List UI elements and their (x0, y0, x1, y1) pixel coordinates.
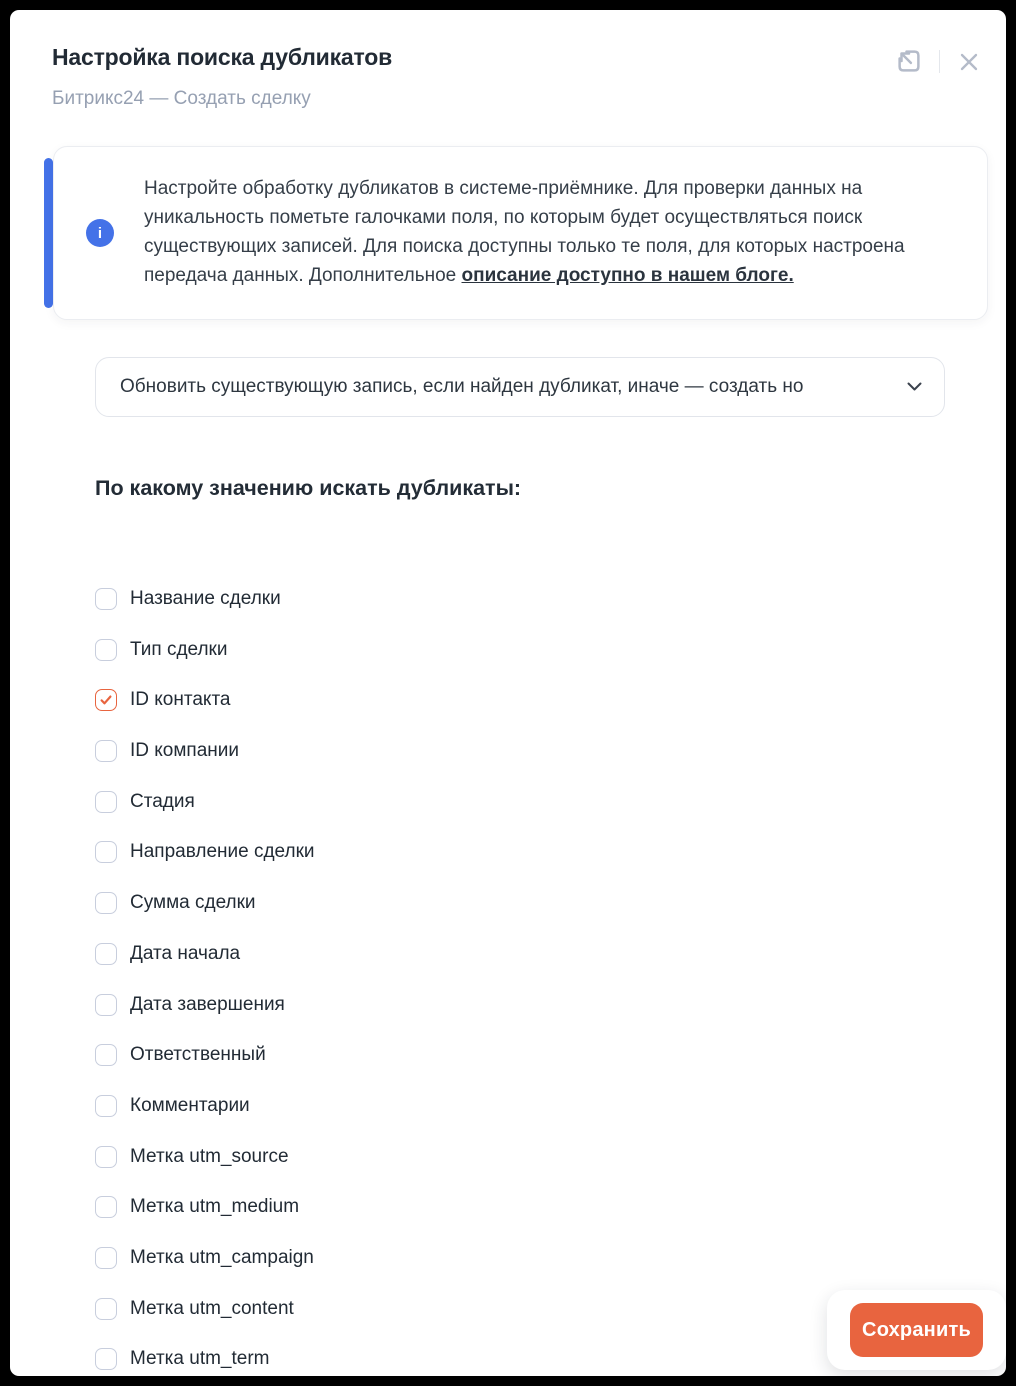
field-label: Дата начала (130, 942, 241, 964)
field-row[interactable] (95, 942, 695, 966)
field-checkbox[interactable] (95, 943, 117, 965)
info-icon: i (86, 219, 114, 247)
field-row[interactable] (95, 739, 695, 763)
field-label: Название сделки (130, 588, 281, 609)
field-checkbox[interactable] (95, 1247, 117, 1269)
field-label: Стадия (130, 790, 195, 812)
field-row[interactable] (95, 688, 695, 712)
duplicate-fields-list (95, 587, 695, 1376)
duplicate-settings-modal (10, 10, 1006, 1376)
field-label: Метка utm_content (130, 1297, 294, 1319)
save-button[interactable]: Сохранить (850, 1303, 983, 1357)
field-label: ID контакта (130, 689, 231, 711)
field-label: Направление сделки (130, 841, 315, 863)
duplicate-action-select[interactable] (95, 357, 945, 417)
chevron-down-icon (907, 382, 922, 392)
field-label: Метка utm_source (130, 1145, 289, 1167)
field-label: Метка utm_medium (130, 1196, 300, 1218)
field-checkbox[interactable] (95, 892, 117, 914)
field-row[interactable] (95, 840, 695, 864)
field-row[interactable] (95, 1043, 695, 1067)
info-text-body: Настройте обработку дубликатов в системе-приёмнике. Для проверки данных на уникальность пометьте галочками поля, по которым будет осуществляться поиск существующих записей. Для поиска доступны только те поля, для которых настроена передача данных. Дополнительное (144, 178, 905, 286)
page-title: Настройка поиска дубликатов (52, 44, 393, 70)
field-checkbox[interactable] (95, 1044, 117, 1066)
page-subtitle: Битрикс24 — Создать сделку (52, 88, 311, 109)
field-label: Метка utm_term (130, 1348, 270, 1370)
field-row[interactable] (95, 1297, 695, 1321)
field-label: Тип сделки (130, 638, 228, 660)
field-checkbox[interactable] (95, 1196, 117, 1218)
info-accent-bar (44, 158, 53, 308)
field-checkbox[interactable] (95, 1348, 117, 1370)
duplicate-action-value: Обновить существующую запись, если найден дубликат, иначе — создать но (120, 376, 804, 397)
check-icon (99, 693, 113, 707)
field-row[interactable] (95, 1195, 695, 1219)
save-button-container (827, 1290, 1006, 1370)
field-label: ID компании (130, 740, 240, 762)
field-checkbox[interactable] (95, 689, 117, 711)
field-label: Сумма сделки (130, 892, 256, 914)
field-row[interactable] (95, 1347, 695, 1371)
field-row[interactable] (95, 993, 695, 1017)
field-row[interactable] (95, 891, 695, 915)
field-checkbox[interactable] (95, 740, 117, 762)
close-icon[interactable] (955, 48, 983, 76)
field-row[interactable] (95, 638, 695, 662)
field-checkbox[interactable] (95, 791, 117, 813)
field-checkbox[interactable] (95, 1095, 117, 1117)
field-label: Комментарии (130, 1094, 250, 1116)
field-checkbox[interactable] (95, 994, 117, 1016)
field-label: Дата завершения (130, 993, 285, 1015)
field-label: Метка utm_campaign (130, 1246, 314, 1268)
field-checkbox[interactable] (95, 1146, 117, 1168)
field-label: Ответственный (130, 1044, 266, 1066)
header-divider (939, 50, 940, 73)
field-row[interactable] (95, 1246, 695, 1270)
field-row[interactable] (95, 587, 695, 611)
field-row[interactable] (95, 1094, 695, 1118)
field-checkbox[interactable] (95, 841, 117, 863)
open-popup-icon[interactable] (894, 46, 924, 76)
field-checkbox[interactable] (95, 639, 117, 661)
field-row[interactable] (95, 1145, 695, 1169)
field-row[interactable] (95, 790, 695, 814)
info-banner (53, 146, 988, 320)
info-text (144, 174, 966, 290)
section-heading: По какому значению искать дубликаты: (95, 476, 522, 500)
field-checkbox[interactable] (95, 588, 117, 610)
blog-link[interactable]: описание доступно в нашем блоге. (461, 265, 794, 286)
field-checkbox[interactable] (95, 1298, 117, 1320)
